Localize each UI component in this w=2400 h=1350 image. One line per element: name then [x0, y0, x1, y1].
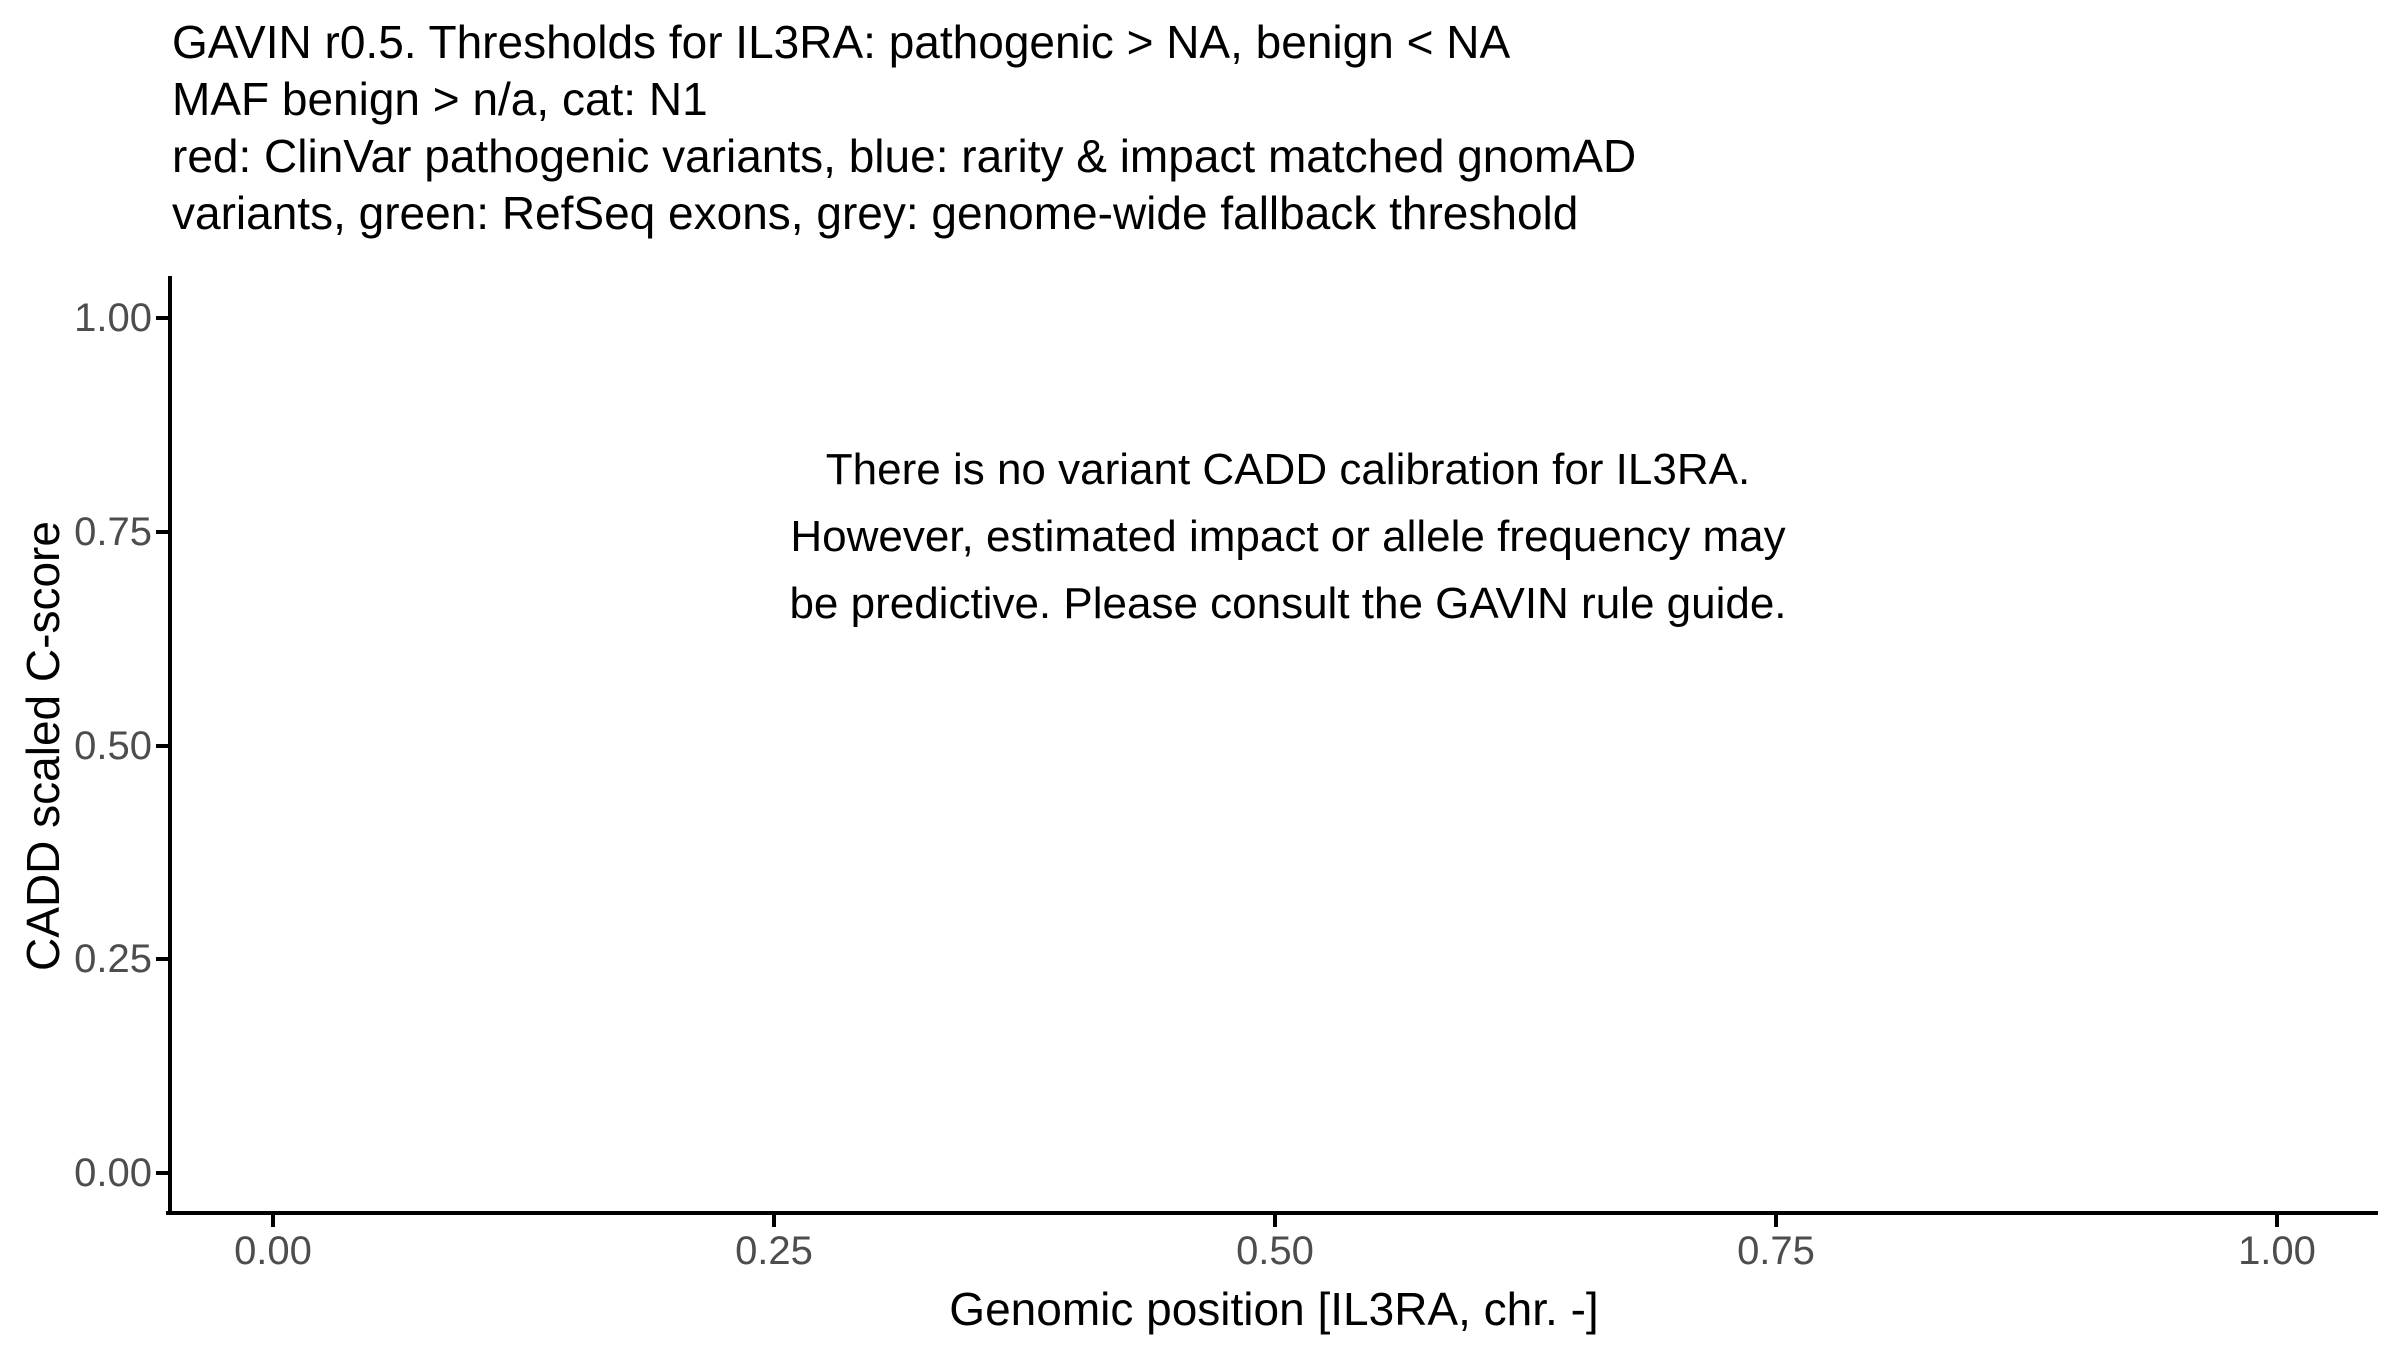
y-tick-mark	[156, 1171, 168, 1175]
plot-title	[172, 14, 1636, 242]
y-axis-title: CADD scaled C-score	[17, 521, 69, 971]
plot-title-line-1: GAVIN r0.5. Thresholds for IL3RA: pathogenic > NA, benign < NA	[172, 16, 1511, 68]
x-axis-title: Genomic position [IL3RA, chr. -]	[949, 1283, 1599, 1335]
y-tick-label: 1.00	[74, 296, 152, 340]
y-tick-label: 0.50	[74, 724, 152, 768]
y-tick-label: 0.25	[74, 937, 152, 981]
x-tick-mark	[1774, 1215, 1778, 1227]
y-tick-label: 0.75	[74, 510, 152, 554]
y-tick-label: 0.00	[74, 1151, 152, 1195]
x-tick-mark	[271, 1215, 275, 1227]
plot-title-line-3: red: ClinVar pathogenic variants, blue: rarity & impact matched gnomAD	[172, 130, 1637, 182]
x-tick-label: 1.00	[2238, 1229, 2316, 1273]
plot-title-line-4: variants, green: RefSeq exons, grey: genome-wide fallback threshold	[172, 187, 1579, 239]
no-calibration-annotation	[488, 436, 2088, 637]
y-tick-mark	[156, 316, 168, 320]
x-tick-label: 0.50	[1236, 1229, 1314, 1273]
x-tick-mark	[772, 1215, 776, 1227]
annotation-line-1: There is no variant CADD calibration for IL3RA.	[825, 445, 1751, 494]
x-tick-label: 0.75	[1737, 1229, 1815, 1273]
y-tick-mark	[156, 957, 168, 961]
x-tick-label: 0.25	[735, 1229, 813, 1273]
y-tick-mark	[156, 744, 168, 748]
annotation-line-2: However, estimated impact or allele frequency may	[790, 512, 1786, 561]
plot-title-line-2: MAF benign > n/a, cat: N1	[172, 73, 708, 125]
x-axis-line	[166, 1211, 2378, 1215]
annotation-line-3: be predictive. Please consult the GAVIN rule guide.	[789, 579, 1787, 628]
y-axis-line	[168, 276, 172, 1215]
x-tick-label: 0.00	[234, 1229, 312, 1273]
x-tick-mark	[2275, 1215, 2279, 1227]
x-tick-mark	[1273, 1215, 1277, 1227]
y-tick-mark	[156, 530, 168, 534]
